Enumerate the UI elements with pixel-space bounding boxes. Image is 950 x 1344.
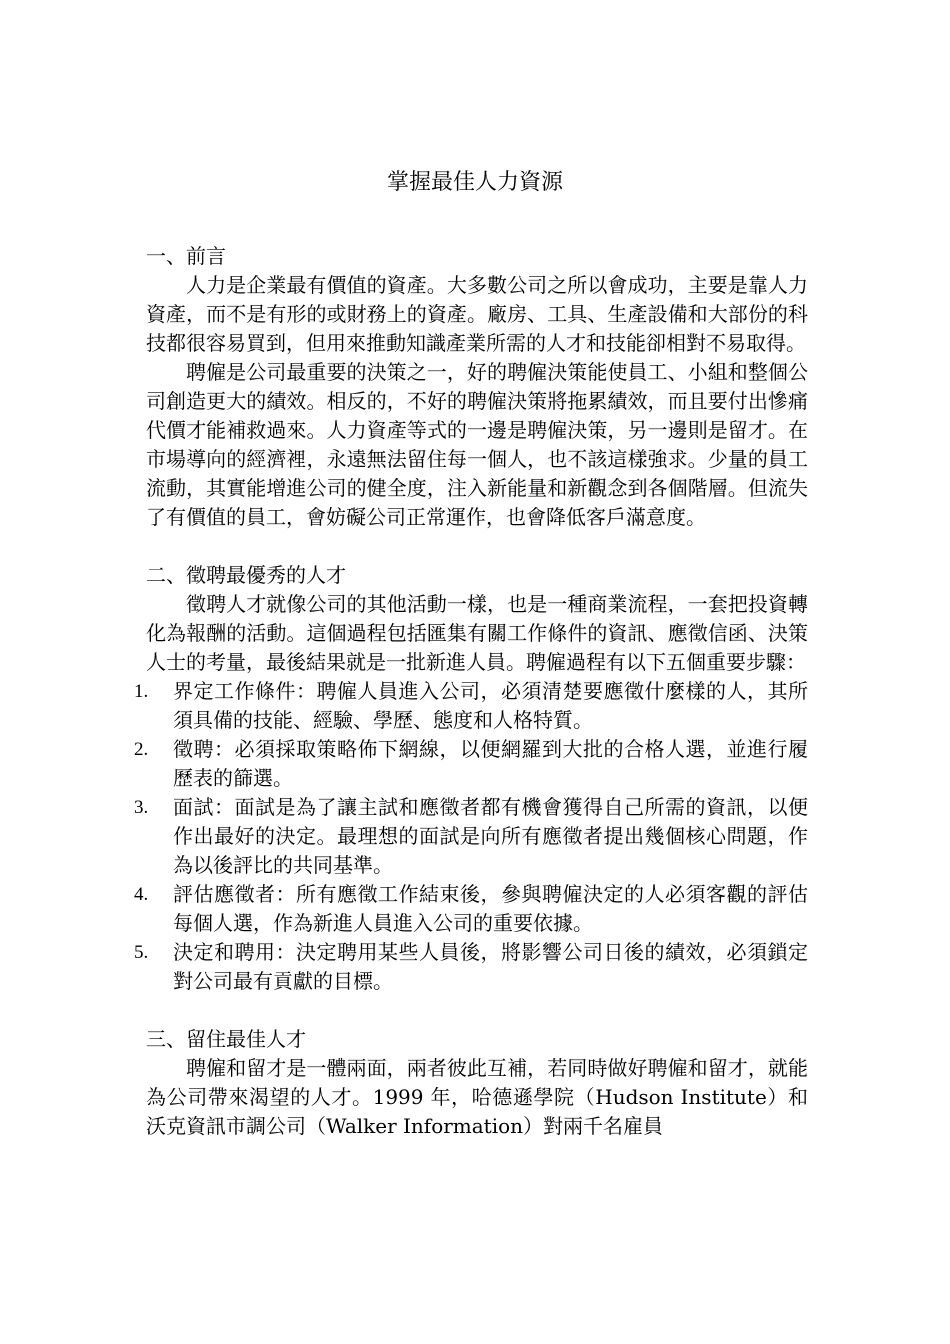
section-recruiting: [134, 561, 808, 996]
section-spacer: [146, 996, 808, 1025]
section-introduction: [146, 242, 808, 532]
list-item-label: 評估應徵者: [173, 882, 276, 906]
document-title: 掌握最佳人力資源: [386, 170, 563, 195]
hiring-steps-list: [134, 677, 808, 996]
list-item-text: ：面試是為了讓主試和應徵者都有機會獲得自己所需的資訊，以便作出最好的決定。最理想的面試是向所有應徵者提出幾個核心問題，作為以後評比的共同基準。: [173, 795, 808, 877]
list-item: [134, 938, 808, 996]
list-item-label: 決定和聘用: [173, 940, 276, 964]
document-body: [134, 242, 808, 1141]
list-item-number: 5.: [134, 942, 149, 963]
section-heading: 二、徵聘最優秀的人才: [146, 563, 346, 587]
list-item: [134, 677, 808, 735]
list-item-number: 3.: [134, 797, 149, 818]
list-item: [134, 735, 808, 793]
list-item-number: 4.: [134, 884, 149, 905]
paragraph: 聘僱和留才是一體兩面，兩者彼此互補，若同時做好聘僱和留才，就能為公司帶來渴望的人才。1999 年，哈德遜學院（Hudson Institute）和沃克資訊市調公司（Walker Information）對兩千名雇員: [146, 1056, 808, 1138]
list-item: [134, 793, 808, 880]
list-item-number: 1.: [134, 681, 149, 702]
paragraph: 聘僱是公司最重要的決策之一，好的聘僱決策能使員工、小組和整個公司創造更大的績效。相反的，不好的聘僱決策將拖累績效，而且要付出慘痛代價才能補救過來。人力資產等式的一邊是聘僱決策，另一邊則是留才。在市場導向的經濟裡，永遠無法留住每一個人，也不該這樣強求。少量的員工流動，其實能增進公司的健全度，注入新能量和新觀念到各個階層。但流失了有價值的員工，會妨礙公司正常運作，也會降低客戶滿意度。: [146, 360, 808, 529]
list-item-text: ：決定聘用某些人員後，將影響公司日後的績效，必須鎖定對公司最有貢獻的目標。: [173, 940, 808, 993]
list-item-text: ：必須採取策略佈下網線，以便網羅到大批的合格人選，並進行履歷表的篩選。: [173, 737, 808, 790]
section-heading: 三、留住最佳人才: [146, 1027, 306, 1051]
paragraph: 人力是企業最有價值的資產。大多數公司之所以會成功，主要是靠人力資產，而不是有形的或財務上的資產。廠房、工具、生產設備和大部份的科技都很容易買到，但用來推動知識產業所需的人才和技能卻相對不易取得。: [146, 273, 808, 355]
list-item-label: 面試: [173, 795, 214, 819]
section-heading: 一、前言: [146, 244, 226, 268]
list-item-label: 界定工作條件: [173, 679, 296, 703]
list-item: [134, 880, 808, 938]
section-retention: [146, 1025, 808, 1141]
list-item-label: 徵聘: [173, 737, 214, 761]
paragraph: 徵聘人才就像公司的其他活動一樣，也是一種商業流程，一套把投資轉化為報酬的活動。這個過程包括匯集有關工作條件的資訊、應徵信函、決策人士的考量，最後結果就是一批新進人員。聘僱過程有以下五個重要步驟：: [146, 592, 808, 674]
section-spacer: [146, 532, 808, 561]
list-item-text: ：所有應徵工作結束後，參與聘僱決定的人必須客觀的評估每個人選，作為新進人員進入公司的重要依據。: [173, 882, 808, 935]
list-item-number: 2.: [134, 739, 149, 760]
list-item-text: ：聘僱人員進入公司，必須清楚要應徵什麼樣的人，其所須具備的技能、經驗、學歷、態度和人格特質。: [173, 679, 808, 732]
